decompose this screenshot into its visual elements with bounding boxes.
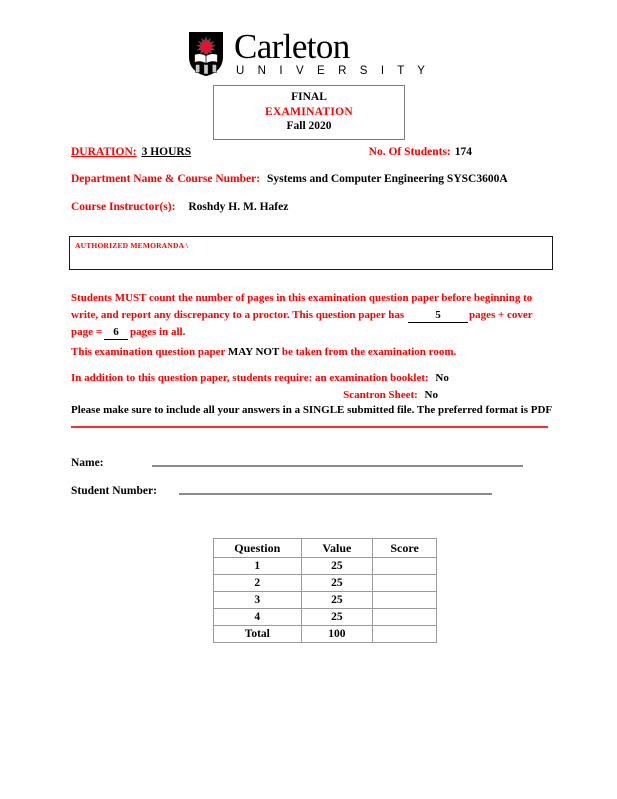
materials-instruction — [71, 370, 556, 404]
row-value: 25 — [301, 609, 373, 626]
carleton-shield-icon — [187, 31, 225, 77]
carleton-logo — [0, 27, 617, 78]
exam-kind-label: FINAL — [291, 91, 327, 103]
pages-count-blank: 5 — [408, 309, 468, 323]
row-score[interactable] — [373, 558, 437, 575]
row-value: 25 — [301, 558, 373, 575]
duration-value: 3 HOURS — [141, 146, 192, 158]
student-number-field-row — [71, 485, 492, 497]
department-value: Systems and Computer Engineering SYSC3600A — [266, 173, 508, 185]
students-label: No. Of Students: — [368, 146, 451, 158]
no-removal-instruction — [71, 344, 556, 361]
department-label: Department Name & Course Number: — [71, 173, 261, 185]
no-removal-emphasis: MAY NOT — [227, 346, 280, 358]
exam-type-label: EXAMINATION — [264, 105, 354, 118]
booklet-label: In addition to this question paper, students require: an examination booklet: — [71, 372, 429, 384]
row-question: 2 — [214, 575, 302, 592]
student-number-input-line[interactable] — [179, 493, 492, 495]
table-row — [214, 575, 437, 592]
instructor-row — [71, 201, 549, 213]
row-score[interactable] — [373, 609, 437, 626]
row-question: 3 — [214, 592, 302, 609]
name-field-row — [71, 457, 523, 469]
marks-table-head — [214, 539, 437, 558]
header-question: Question — [214, 539, 302, 558]
authorized-memoranda-label: AUTHORIZED MEMORANDA \ — [75, 241, 189, 250]
meta-spacer — [191, 146, 369, 158]
table-row — [214, 558, 437, 575]
table-row — [214, 592, 437, 609]
scantron-label: Scantron Sheet: — [343, 389, 418, 401]
row-question: Total — [214, 626, 302, 643]
scantron-value: No — [424, 389, 438, 401]
section-divider — [71, 426, 548, 428]
header-score: Score — [373, 539, 437, 558]
row-question: 4 — [214, 609, 302, 626]
department-row — [71, 173, 549, 185]
booklet-value: No — [435, 372, 449, 384]
authorized-memoranda-box — [69, 236, 553, 270]
carleton-wordmark — [233, 27, 431, 78]
row-value: 25 — [301, 575, 373, 592]
name-input-line[interactable] — [152, 465, 523, 467]
header-value: Value — [301, 539, 373, 558]
marks-table-body — [214, 558, 437, 643]
page-count-text-1: Students MUST count the number of pages in this examination question paper before beginning to write, and report any discrepancy to a proctor. This question paper has — [71, 292, 533, 321]
students-value: 174 — [454, 146, 472, 158]
exam-term-label: Fall 2020 — [286, 120, 332, 132]
row-question: 1 — [214, 558, 302, 575]
row-score[interactable] — [373, 592, 437, 609]
duration-row — [71, 146, 549, 158]
no-removal-text-2: be taken from the examination room. — [281, 346, 457, 358]
table-row-total — [214, 626, 437, 643]
exam-title-box — [213, 85, 405, 140]
page-count-text-2: pages + cover page = — [71, 309, 533, 338]
total-pages-blank: 6 — [104, 326, 128, 340]
row-score[interactable] — [373, 575, 437, 592]
duration-label: DURATION: — [71, 146, 137, 158]
institution-name: Carleton — [233, 27, 350, 66]
row-value: 100 — [301, 626, 373, 643]
marks-table — [213, 538, 437, 643]
page-count-instruction — [71, 290, 556, 341]
no-removal-text-1: This examination question paper — [71, 346, 226, 358]
submission-format-instruction: Please make sure to include all your answers in a SINGLE submitted file. The preferred format is PDF — [71, 404, 553, 416]
row-score[interactable] — [373, 626, 437, 643]
instructor-value: Roshdy H. M. Hafez — [188, 201, 289, 213]
row-value: 25 — [301, 592, 373, 609]
marks-table-header-row — [214, 539, 437, 558]
page-count-text-3: pages in all. — [130, 326, 186, 338]
table-row — [214, 609, 437, 626]
name-label: Name: — [71, 457, 104, 469]
institution-subtitle: U N I V E R S I T Y — [235, 65, 431, 78]
instructor-label: Course Instructor(s): — [71, 201, 176, 213]
student-number-label: Student Number: — [71, 485, 157, 497]
